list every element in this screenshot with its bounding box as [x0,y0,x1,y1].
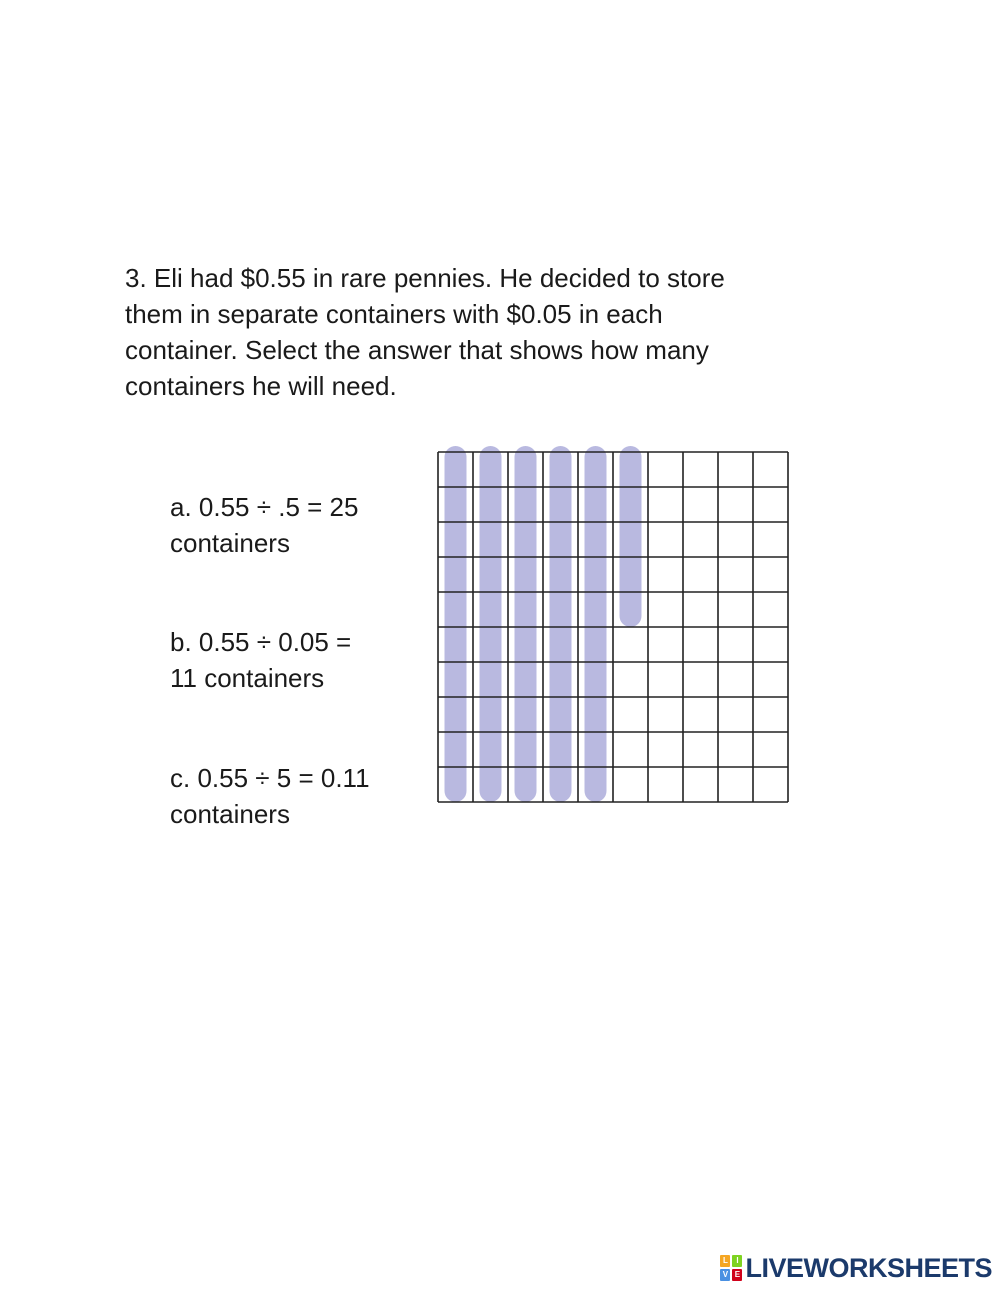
shaded-column-strip [550,446,572,802]
option-a[interactable] [170,489,410,561]
question-line: containers he will need. [125,371,397,401]
liveworksheets-logo [720,1253,992,1283]
question-line: them in separate containers with $0.05 in each [125,299,663,329]
hundred-grid-svg [436,442,794,810]
logo-square: E [732,1269,742,1281]
option-a-result: containers [170,528,290,558]
option-b[interactable] [170,624,410,696]
logo-square: V [720,1269,730,1281]
logo-square: I [732,1255,742,1267]
hundred-grid-model [436,442,794,810]
logo-square: L [720,1255,730,1267]
option-c-result: containers [170,799,290,829]
shaded-column-strip [585,446,607,802]
option-a-equation: a. 0.55 ÷ .5 = 25 [170,492,359,522]
logo-mark-icon [720,1255,742,1281]
shaded-column-strip [445,446,467,802]
question-line: 3. Eli had $0.55 in rare pennies. He decided to store [125,263,725,293]
option-c-equation: c. 0.55 ÷ 5 = 0.11 [170,763,370,793]
question-text [125,260,825,404]
shaded-column-strip [515,446,537,802]
shaded-column-strip [620,446,642,627]
question-line: container. Select the answer that shows how many [125,335,709,365]
option-c[interactable] [170,760,410,832]
option-b-equation: b. 0.55 ÷ 0.05 = [170,627,352,657]
shaded-column-strip [480,446,502,802]
option-b-result: 11 containers [170,663,325,693]
logo-text: LIVEWORKSHEETS [745,1252,992,1283]
